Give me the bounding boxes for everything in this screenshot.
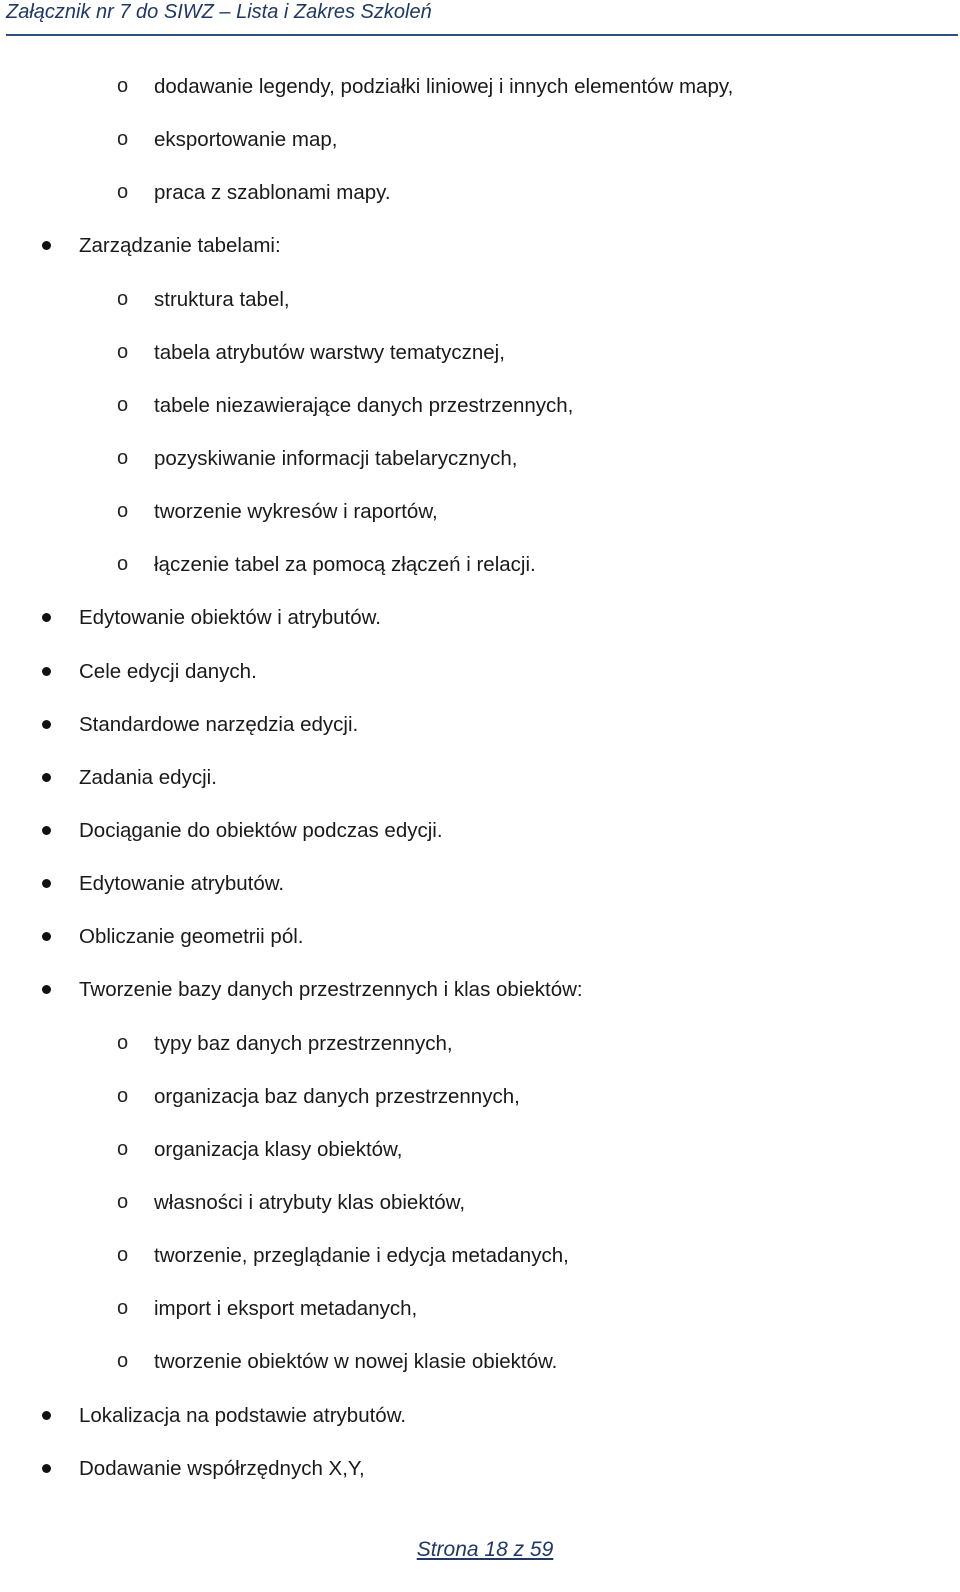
page-number: Strona 18 z 59 bbox=[416, 1538, 554, 1561]
sub-list-item bbox=[0, 60, 960, 113]
bullet-list-item bbox=[0, 645, 960, 698]
bullet-icon bbox=[42, 720, 51, 729]
sub-list-item bbox=[0, 379, 960, 432]
list-item-text: Zadania edycji. bbox=[79, 765, 217, 789]
bullet-icon bbox=[42, 1464, 51, 1473]
bullet-icon bbox=[42, 241, 51, 250]
page-header bbox=[6, 0, 958, 36]
sub-list-item bbox=[0, 1070, 960, 1123]
list-item-text: tworzenie wykresów i raportów, bbox=[154, 500, 438, 524]
sub-list-item bbox=[0, 1176, 960, 1229]
training-topics-list bbox=[0, 60, 960, 1495]
list-item-text: Cele edycji danych. bbox=[79, 659, 257, 683]
bullet-list-item bbox=[0, 963, 960, 1016]
circle-bullet-icon: o bbox=[117, 1084, 129, 1107]
bullet-icon bbox=[42, 985, 51, 994]
circle-bullet-icon: o bbox=[117, 181, 129, 204]
list-item-text: praca z szablonami mapy. bbox=[154, 181, 391, 205]
bullet-list-item bbox=[0, 1442, 960, 1495]
bullet-icon bbox=[42, 826, 51, 835]
page-footer bbox=[0, 1538, 960, 1562]
sub-list-item bbox=[0, 538, 960, 591]
list-item-text: Obliczanie geometrii pól. bbox=[79, 925, 304, 949]
list-item-text: Dociąganie do obiektów podczas edycji. bbox=[79, 818, 443, 842]
list-item-text: import i eksport metadanych, bbox=[154, 1297, 418, 1321]
bullet-icon bbox=[42, 879, 51, 888]
bullet-list-item bbox=[0, 591, 960, 644]
sub-list-item bbox=[0, 1335, 960, 1388]
sub-list-item bbox=[0, 432, 960, 485]
bullet-list-item bbox=[0, 1389, 960, 1442]
list-item-text: Standardowe narzędzia edycji. bbox=[79, 712, 359, 736]
bullet-list-item bbox=[0, 751, 960, 804]
circle-bullet-icon: o bbox=[117, 1190, 129, 1213]
list-item-text: struktura tabel, bbox=[154, 287, 290, 311]
list-item-text: tworzenie obiektów w nowej klasie obiektów. bbox=[154, 1350, 558, 1374]
circle-bullet-icon: o bbox=[117, 553, 129, 576]
circle-bullet-icon: o bbox=[117, 340, 129, 363]
list-item-text: pozyskiwanie informacji tabelarycznych, bbox=[154, 446, 518, 470]
list-item-text: organizacja baz danych przestrzennych, bbox=[154, 1084, 520, 1108]
list-item-text: tabela atrybutów warstwy tematycznej, bbox=[154, 340, 505, 364]
bullet-list-item bbox=[0, 219, 960, 272]
list-item-text: eksportowanie map, bbox=[154, 128, 338, 152]
circle-bullet-icon: o bbox=[117, 128, 129, 151]
list-item-text: typy baz danych przestrzennych, bbox=[154, 1031, 453, 1055]
sub-list-item bbox=[0, 113, 960, 166]
list-item-text: łączenie tabel za pomocą złączeń i relacji. bbox=[154, 553, 536, 577]
sub-list-item bbox=[0, 166, 960, 219]
header-title: Załącznik nr 7 do SIWZ – Lista i Zakres Szkoleń bbox=[6, 1, 432, 23]
bullet-list-item bbox=[0, 857, 960, 910]
list-item-text: Zarządzanie tabelami: bbox=[79, 234, 281, 258]
circle-bullet-icon: o bbox=[117, 500, 129, 523]
bullet-list-item bbox=[0, 910, 960, 963]
circle-bullet-icon: o bbox=[117, 1244, 129, 1267]
sub-list-item bbox=[0, 1282, 960, 1335]
sub-list-item bbox=[0, 485, 960, 538]
bullet-list-item bbox=[0, 804, 960, 857]
bullet-icon bbox=[42, 932, 51, 941]
list-item-text: dodawanie legendy, podziałki liniowej i innych elementów mapy, bbox=[154, 75, 734, 98]
list-item-text: Dodawanie współrzędnych X,Y, bbox=[79, 1456, 365, 1480]
bullet-icon bbox=[42, 773, 51, 782]
circle-bullet-icon: o bbox=[117, 75, 129, 97]
list-item-text: Edytowanie atrybutów. bbox=[79, 872, 285, 896]
sub-list-item bbox=[0, 1229, 960, 1282]
bullet-list-item bbox=[0, 698, 960, 751]
list-item-text: organizacja klasy obiektów, bbox=[154, 1137, 403, 1161]
list-item-text: tabele niezawierające danych przestrzennych, bbox=[154, 393, 574, 417]
circle-bullet-icon: o bbox=[117, 1350, 129, 1373]
list-item-text: Tworzenie bazy danych przestrzennych i klas obiektów: bbox=[79, 978, 583, 1002]
circle-bullet-icon: o bbox=[117, 1297, 129, 1320]
circle-bullet-icon: o bbox=[117, 446, 129, 469]
sub-list-item bbox=[0, 1017, 960, 1070]
bullet-icon bbox=[42, 613, 51, 622]
bullet-icon bbox=[42, 667, 51, 676]
circle-bullet-icon: o bbox=[117, 1031, 129, 1054]
list-item-text: własności i atrybuty klas obiektów, bbox=[154, 1190, 466, 1214]
circle-bullet-icon: o bbox=[117, 1137, 129, 1160]
circle-bullet-icon: o bbox=[117, 393, 129, 416]
sub-list-item bbox=[0, 326, 960, 379]
list-item-text: tworzenie, przeglądanie i edycja metadanych, bbox=[154, 1244, 569, 1268]
list-item-text: Lokalizacja na podstawie atrybutów. bbox=[79, 1403, 407, 1427]
list-item-text: Edytowanie obiektów i atrybutów. bbox=[79, 606, 381, 630]
circle-bullet-icon: o bbox=[117, 287, 129, 310]
sub-list-item bbox=[0, 273, 960, 326]
sub-list-item bbox=[0, 1123, 960, 1176]
bullet-icon bbox=[42, 1411, 51, 1420]
